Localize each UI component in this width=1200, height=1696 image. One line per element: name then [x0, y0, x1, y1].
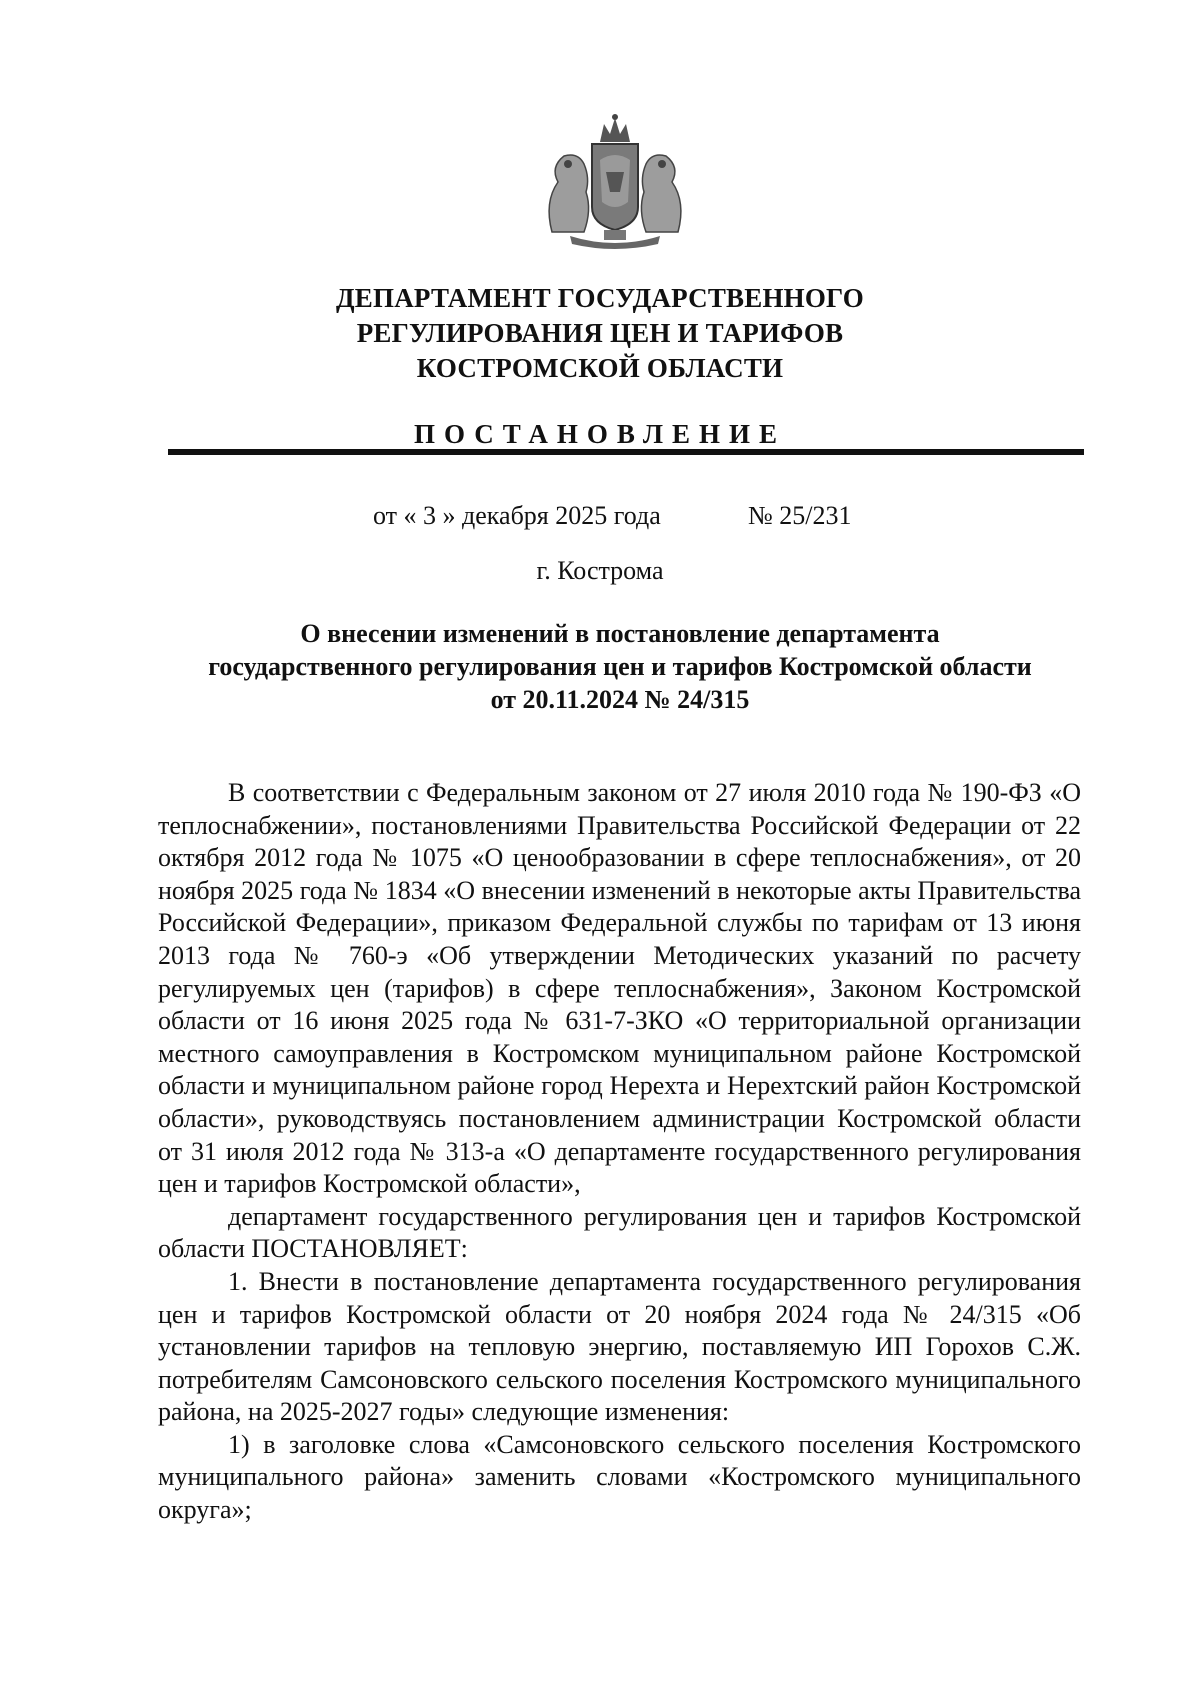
- coat-of-arms-icon: [540, 112, 690, 254]
- subject-line-2: государственного регулирования цен и тарифов Костромской области: [208, 652, 1032, 681]
- document-type-title: ПОСТАНОВЛЕНИЕ: [413, 419, 787, 449]
- body-paragraph-resolves: департамент государственного регулирования цен и тарифов Костромской области ПОСТАНОВЛЯЕТ:: [158, 1201, 1081, 1264]
- body-paragraph-preamble: В соответствии с Федеральным законом от 27 июля 2010 года № 190-ФЗ «О теплоснабжении», постановлениями Правительства Российской Федерации от 22 октября 2012 года № 1075 «О ценообразовании в сфере теплоснабжения», от 20 ноября 2025 года № 1834 «О внесении изменений в некоторые акты Правительства Российской Федерации», приказом Федеральной службы по тарифам от 13 июня 2013 года № 760-э «Об утверждении Методических указаний по расчету регулируемых цен (тарифов) в сфере теплоснабжения», Законом Костромской области от 16 июня 2025 года № 631-7-ЗКО «О территориальной организации местного самоуправления в Костромском муниципальном районе Костромской области и муниципальном районе город Нерехта и Нерехтский район Костромской области», руководствуясь постановлением администрации Костромской области от 31 июля 2012 года № 313-а «О департаменте государственного регулирования цен и тарифов Костромской области»,: [158, 778, 1081, 1199]
- body-paragraph-item-1: 1. Внести в постановление департамента государственного регулирования цен и тарифов Костромской области от 20 ноября 2024 года № 24/315 «Об установлении тарифов на тепловую энергию, поставляемую ИП Горохов С.Ж. потребителям Самсоновского сельского поселения Костромского муниципального района, на 2025-2027 годы» следующие изменения:: [158, 1266, 1081, 1427]
- body-paragraph-subitem-1: 1) в заголовке слова «Самсоновского сельского поселения Костромского муниципального района» заменить словами «Костромского муниципального округа»;: [158, 1429, 1081, 1525]
- department-name-line-1: ДЕПАРТАМЕНТ ГОСУДАРСТВЕННОГО: [336, 283, 864, 313]
- document-subject: [158, 617, 1082, 716]
- document-date: от « 3 » декабря 2025 года: [373, 501, 661, 530]
- document-number: № 25/231: [748, 501, 852, 530]
- department-name-line-3: КОСТРОМСКОЙ ОБЛАСТИ: [416, 353, 784, 383]
- subject-line-3: от 20.11.2024 № 24/315: [490, 685, 750, 714]
- subject-line-1: О внесении изменений в постановление департамента: [300, 619, 940, 648]
- document-body: [158, 777, 1081, 1527]
- document-city: г. Кострома: [536, 556, 664, 585]
- header-divider: [168, 449, 1084, 455]
- department-name-line-2: РЕГУЛИРОВАНИЯ ЦЕН И ТАРИФОВ: [356, 318, 844, 348]
